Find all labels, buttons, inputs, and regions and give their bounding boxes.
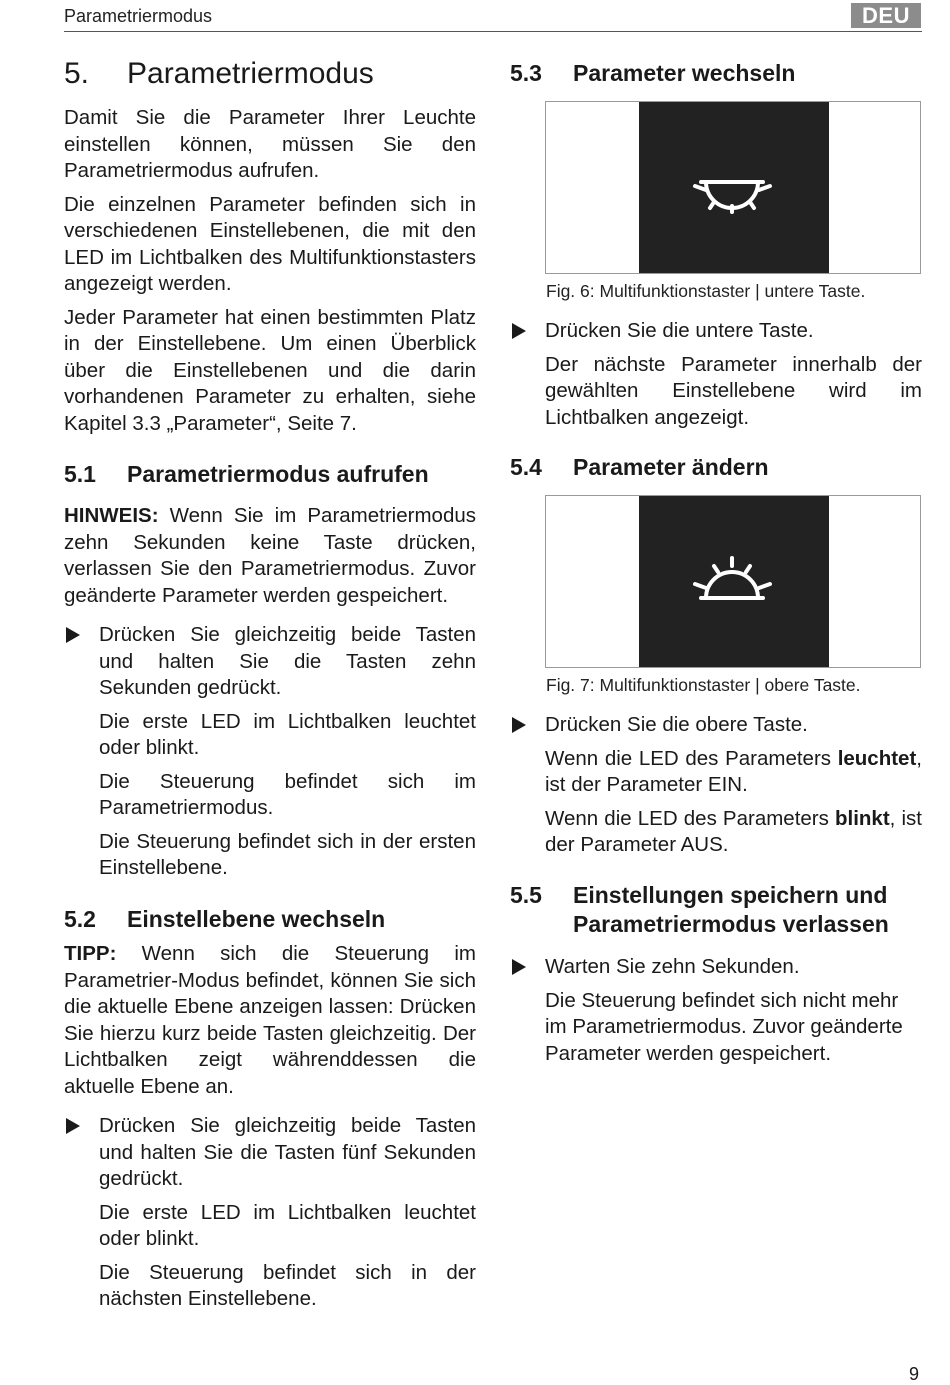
section-number: 5.1 (64, 461, 96, 487)
section-number: 5.4 (510, 454, 542, 480)
step-result: Der nächste Parameter innerhalb der gewählten Einstellebene wird im Lichtbalken angezeigt. (545, 352, 922, 429)
chapter-intro (64, 105, 476, 444)
section-5-1-body (64, 503, 476, 889)
step-result: Die Steuerung befindet sich nicht mehr im Parametriermodus. Zuvor geänderte Parameter werden gespeichert. (545, 988, 903, 1065)
tip-paragraph (64, 941, 476, 1100)
step-result: Die erste LED im Lichtbalken leuchtet oder blinkt. (99, 709, 476, 759)
section-number: 5.2 (64, 906, 96, 932)
chapter-title-text: Parametriermodus (127, 57, 374, 90)
section-5-2-body (64, 941, 476, 1320)
section-5-4-heading (510, 453, 922, 482)
step-arrow-icon (512, 959, 526, 975)
section-title-line-2: Parametriermodus verlassen (573, 911, 889, 937)
instruction-step: Warten Sie zehn Sekunden. (510, 954, 922, 981)
section-5-1-heading (64, 460, 476, 489)
note-label: HINWEIS: (64, 504, 159, 527)
step-result: Wenn die LED des Parameters leuchtet, ist der Parameter EIN. (545, 746, 922, 796)
instruction-step: Drücken Sie die obere Taste. (510, 712, 922, 739)
header-divider (64, 31, 922, 32)
figure-7-upper-button (545, 495, 921, 668)
step-arrow-icon (512, 323, 526, 339)
section-5-5-body (510, 954, 922, 1074)
lamp-upper-icon (546, 496, 922, 669)
section-title: Parametriermodus aufrufen (127, 461, 429, 487)
section-5-4-body (510, 712, 922, 866)
figure-6-lower-button (545, 101, 921, 274)
section-title: Parameter wechseln (573, 60, 796, 86)
chapter-title (64, 57, 374, 91)
chapter-number: 5. (64, 57, 90, 90)
figure-7-caption: Fig. 7: Multifunktionstaster | obere Taste. (546, 675, 861, 695)
tip-label: TIPP: (64, 942, 117, 965)
instruction-step: Drücken Sie gleichzeitig beide Tasten und halten Sie die Tasten zehn Sekunden gedrückt. (64, 622, 476, 702)
step-result: Die Steuerung befindet sich in der nächsten Einstellebene. (99, 1260, 476, 1310)
section-number: 5.5 (510, 882, 542, 908)
page-number: 9 (909, 1364, 920, 1384)
section-5-3-body (510, 318, 922, 438)
step-arrow-icon (66, 1118, 80, 1134)
lamp-lower-icon (546, 102, 922, 275)
step-arrow-icon (512, 717, 526, 733)
instruction-step: Drücken Sie die untere Taste. (510, 318, 922, 345)
running-header-title: Parametriermodus (64, 6, 213, 26)
intro-paragraph-1: Damit Sie die Parameter Ihrer Leuchte einstellen können, müssen Sie den Parametriermodus aufrufen. (64, 106, 476, 182)
note-paragraph (64, 503, 476, 609)
step-result: Die Steuerung befindet sich in der ersten Einstellebene. (99, 829, 476, 879)
language-badge: DEU (851, 3, 921, 28)
intro-paragraph-3: Jeder Parameter hat einen bestimmten Platz in der Einstellebene. Um einen Überblick über die Einstellebenen und die darin vorhandenen Parameter zu erhalten, siehe Kapitel 3.3 „Parameter“, Seite 7. (64, 305, 476, 435)
section-title: Parameter ändern (573, 454, 769, 480)
step-arrow-icon (66, 627, 80, 643)
section-number: 5.3 (510, 60, 542, 86)
step-result: Die Steuerung befindet sich im Parametriermodus. (99, 769, 476, 819)
section-title: Einstellebene wechseln (127, 906, 386, 932)
section-5-3-heading (510, 59, 922, 88)
figure-6-caption: Fig. 6: Multifunktionstaster | untere Taste. (546, 281, 866, 301)
step-result: Die erste LED im Lichtbalken leuchtet oder blinkt. (99, 1200, 476, 1250)
instruction-step: Drücken Sie gleichzeitig beide Tasten und halten Sie die Tasten fünf Sekunden gedrückt. (64, 1113, 476, 1193)
step-result: Wenn die LED des Parameters blinkt, ist der Parameter AUS. (545, 806, 922, 856)
section-title-line-1: Einstellungen speichern und (573, 882, 888, 908)
section-5-2-heading (64, 905, 476, 934)
intro-paragraph-2: Die einzelnen Parameter befinden sich in verschiedenen Einstellebenen, die mit den LED im Lichtbalken des Multifunktionstasters angezeigt werden. (64, 192, 476, 295)
note-text: Wenn Sie im Parametriermodus zehn Sekunden keine Taste drücken, verlassen Sie den Parametriermodus. Zuvor geänderte Parameter werden gespeichert. (64, 504, 476, 607)
tip-text: Wenn sich die Steuerung im Parametrier-Modus befindet, können Sie sich die aktuelle Ebene anzeigen lassen: Drücken Sie hierzu kurz beide Tasten gleichzeitig. Der Lichtbalken zeigt währenddessen die aktuelle Ebene an. (64, 942, 476, 1098)
section-5-5-heading (510, 881, 922, 939)
